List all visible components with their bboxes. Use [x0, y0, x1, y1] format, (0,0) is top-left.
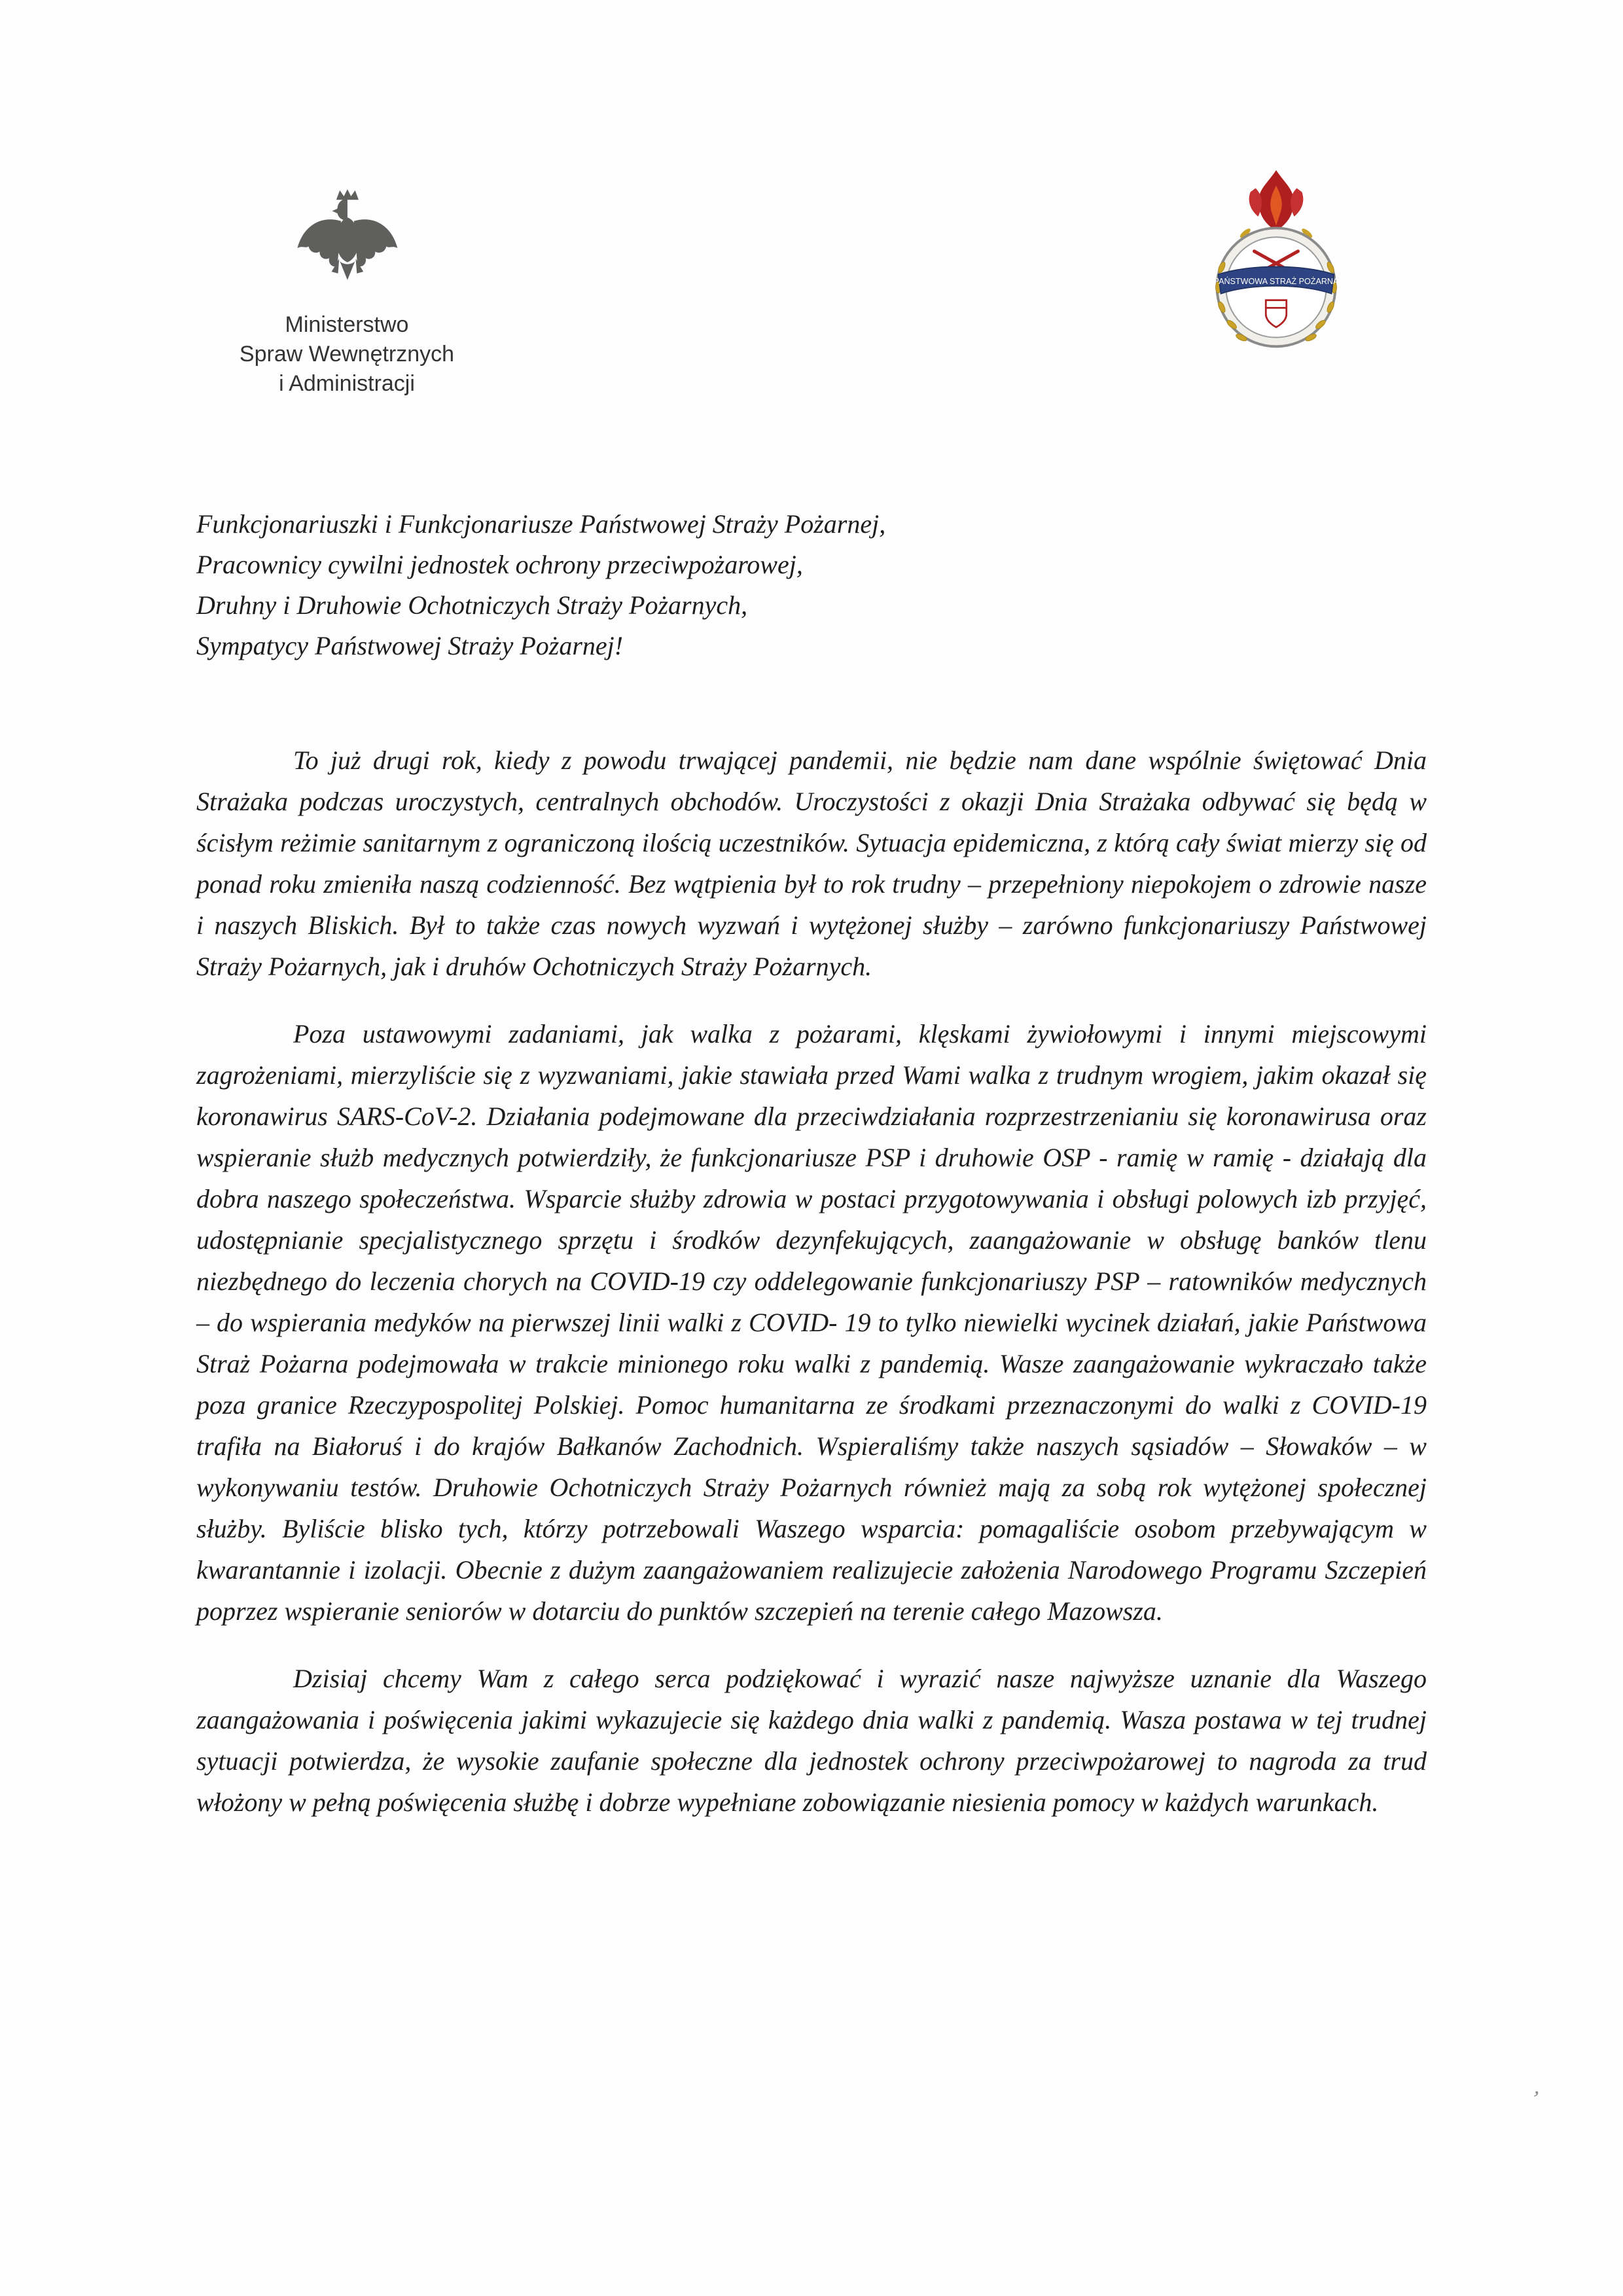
- paragraph-1: To już drugi rok, kiedy z powodu trwającej pandemii, nie będzie nam dane wspólnie świętować Dnia Strażaka podczas uroczystych, centralnych obchodów. Uroczystości z okazji Dnia Strażaka odbywać się będą w ścisłym reżimie sanitarnym z ograniczoną ilością uczestników. Sytuacja epidemiczna, z którą cały świat mierzy się od ponad roku zmieniła naszą codzienność. Bez wątpienia był to rok trudny – przepełniony niepokojem o zdrowie nasze i naszych Bliskich. Był to także czas nowych wyzwań i wytężonej służby – zarówno funkcjonariuszy Państwowej Straży Pożarnych, jak i druhów Ochotniczych Straży Pożarnych.: [196, 745, 1427, 981]
- ministry-name-line3: i Administracji: [279, 371, 415, 396]
- badge-text: PAŃSTWOWA STRAŻ POŻARNA: [1213, 277, 1339, 287]
- salutation: [196, 504, 1427, 666]
- scan-artifact-mark: ’: [1527, 2086, 1541, 2111]
- ministry-name: [216, 310, 478, 399]
- paragraph-2: Poza ustawowymi zadaniami, jak walka z pożarami, klęskami żywiołowymi i innymi miejscowymi zagrożeniami, mierzyliście się z wyzwaniami, jakie stawiała przed Wami walka z trudnym wrogiem, jakim okazał się koronawirus SARS-CoV-2. Działania podejmowane dla przeciwdziałania rozprzestrzenianiu się koronawirusa oraz wspieranie służb medycznych potwierdziły, że funkcjonariusze PSP i druhowie OSP - ramię w ramię - działają dla dobra naszego społeczeństwa. Wsparcie służby zdrowia w postaci przygotowywania i obsługi polowych izb przyjęć, udostępnianie specjalistycznego sprzętu i środków dezynfekujących, zaangażowanie w obsługę banków tlenu niezbędnego do leczenia chorych na COVID-19 czy oddelegowanie funkcjonariuszy PSP – ratowników medycznych – do wspierania medyków na pierwszej linii walki z COVID- 19 to tylko niewielki wycinek działań, jakie Państwowa Straż Pożarna podejmowała w trakcie minionego roku walki z pandemią. Wasze zaangażowanie wykraczało także poza granice Rzeczypospolitej Polskiej. Pomoc humanitarna ze środkami przeznaczonymi do walki z COVID-19 trafiła na Białoruś i do krajów Bałkanów Zachodnich. Wspieraliśmy także naszych sąsiadów – Słowaków – w wykonywaniu testów. Druhowie Ochotniczych Straży Pożarnych również mają za sobą rok wytężonej społecznej służby. Byliście blisko tych, którzy potrzebowali Waszego wsparcia: pomagaliście osobom przebywającym w kwarantannie i izolacji. Obecnie z dużym zaangażowaniem realizujecie założenia Narodowego Programu Szczepień poprzez wspieranie seniorów w dotarciu do punktów szczepień na terenie całego Mazowsza.: [196, 1019, 1427, 1626]
- ministry-name-line2: Spraw Wewnętrznych: [239, 342, 455, 367]
- letterhead: [0, 0, 1623, 484]
- fire-service-badge: [1199, 169, 1353, 362]
- salutation-line: Druhny i Druhowie Ochotniczych Straży Pożarnych,: [196, 590, 748, 620]
- salutation-line: Sympatycy Państwowej Straży Pożarnej!: [196, 631, 624, 660]
- ministry-logo-block: [216, 185, 478, 399]
- ministry-name-line1: Ministerstwo: [285, 312, 409, 337]
- letter-body: [0, 484, 1623, 1823]
- salutation-line: Pracownicy cywilni jednostek ochrony przeciwpożarowej,: [196, 550, 803, 579]
- salutation-line: Funkcjonariuszki i Funkcjonariusze Państwowej Straży Pożarnej,: [196, 509, 886, 539]
- polish-eagle-emblem: [288, 185, 406, 306]
- paragraph-3: Dzisiaj chcemy Wam z całego serca podziękować i wyrazić nasze najwyższe uznanie dla Waszego zaangażowania i poświęcenia jakimi wykazujecie się każdego dnia walki z pandemią. Wasza postawa w tej trudnej sytuacji potwierdza, że wysokie zaufanie społeczne dla jednostek ochrony przeciwpożarowej to nagroda za trud włożony w pełną poświęcenia służbę i dobrze wypełniane zobowiązanie niesienia pomocy w każdych warunkach.: [196, 1664, 1427, 1817]
